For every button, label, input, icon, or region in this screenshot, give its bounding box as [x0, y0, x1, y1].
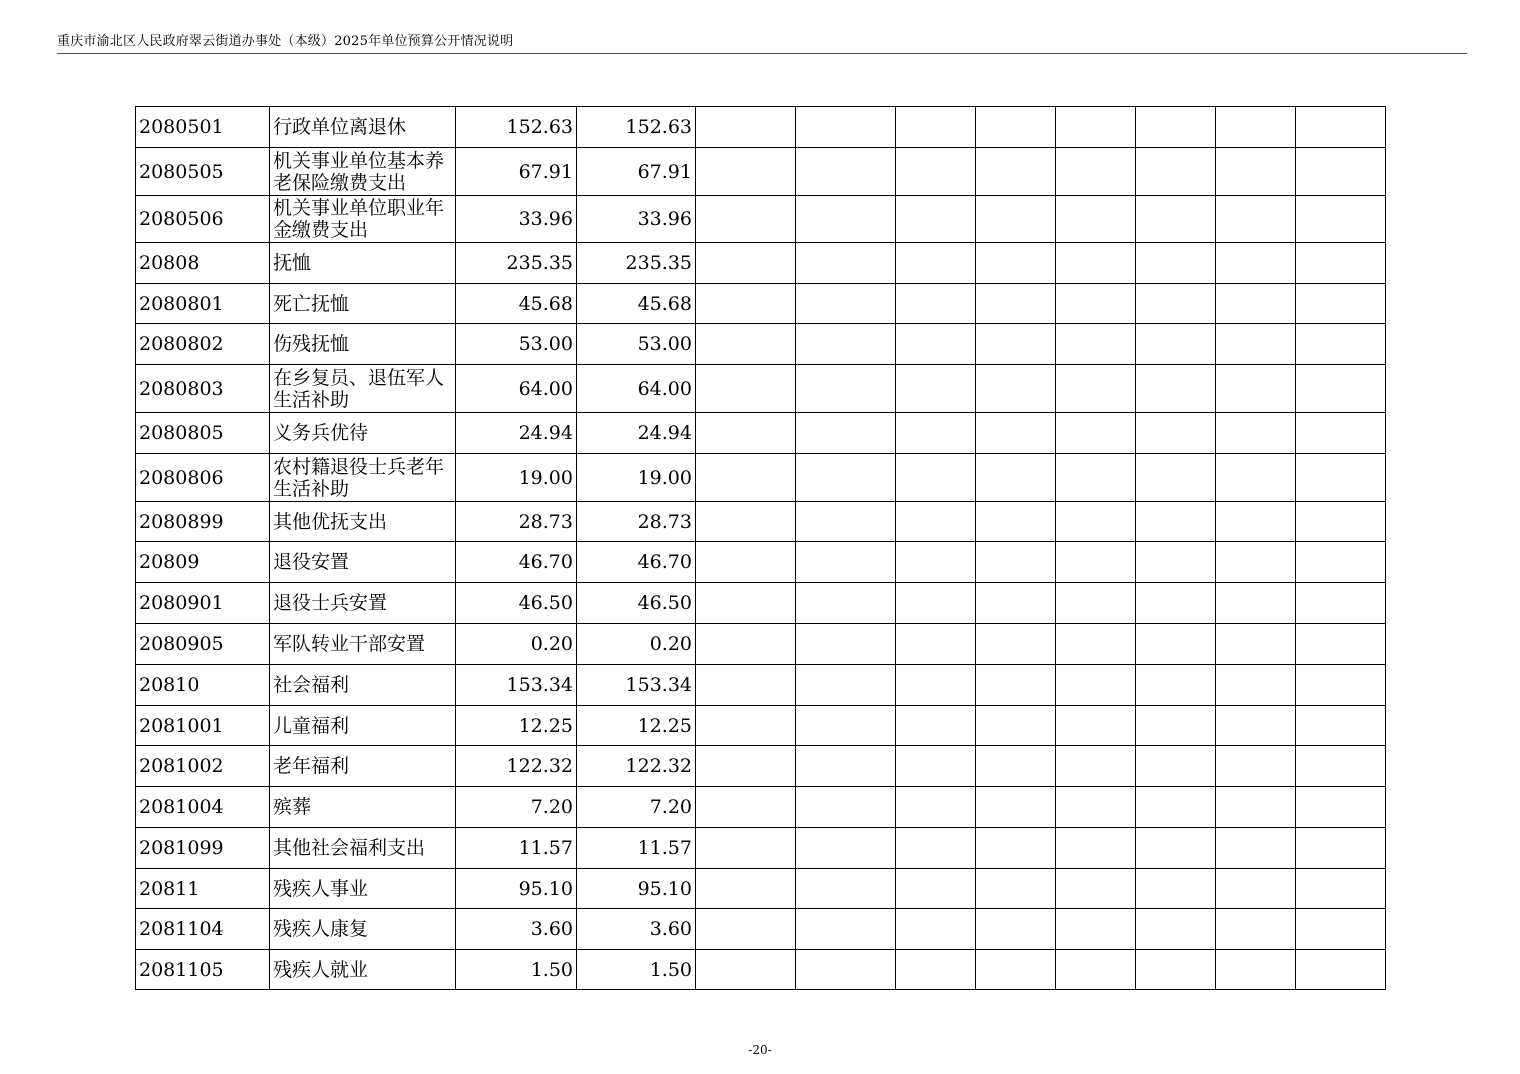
empty-cell — [976, 869, 1056, 909]
table-row — [136, 624, 1386, 665]
empty-cell — [976, 828, 1056, 869]
empty-cell — [1056, 502, 1136, 542]
empty-cell — [1136, 243, 1216, 284]
empty-cell — [796, 624, 896, 665]
empty-cell — [976, 243, 1056, 284]
subject-code-cell: 2080501 — [136, 107, 270, 148]
table-row — [136, 828, 1386, 869]
empty-cell — [1216, 787, 1296, 828]
table-row — [136, 583, 1386, 624]
subject-name-cell: 义务兵优待 — [270, 413, 456, 454]
empty-cell — [796, 284, 896, 324]
empty-cell — [896, 828, 976, 869]
subject-name-cell: 死亡抚恤 — [270, 284, 456, 324]
empty-cell — [1056, 324, 1136, 365]
empty-cell — [1056, 243, 1136, 284]
empty-cell — [696, 624, 796, 665]
empty-cell — [1296, 869, 1386, 909]
empty-cell — [796, 950, 896, 990]
empty-cell — [696, 950, 796, 990]
subject-code-cell: 20810 — [136, 665, 270, 706]
empty-cell — [1216, 950, 1296, 990]
subject-name-cell: 农村籍退役士兵老年生活补助 — [270, 454, 456, 502]
table-row — [136, 706, 1386, 746]
empty-cell — [1296, 413, 1386, 454]
empty-cell — [696, 542, 796, 583]
subject-code-cell: 2080803 — [136, 365, 270, 413]
empty-cell — [1216, 107, 1296, 148]
empty-cell — [1296, 787, 1386, 828]
table-row — [136, 502, 1386, 542]
basic-expenditure-cell: 235.35 — [577, 243, 696, 284]
empty-cell — [796, 107, 896, 148]
empty-cell — [1296, 746, 1386, 787]
empty-cell — [1136, 787, 1216, 828]
subject-name-cell: 在乡复员、退伍军人生活补助 — [270, 365, 456, 413]
empty-cell — [896, 243, 976, 284]
total-amount-cell: 235.35 — [456, 243, 577, 284]
empty-cell — [1056, 665, 1136, 706]
total-amount-cell: 46.50 — [456, 583, 577, 624]
empty-cell — [1136, 284, 1216, 324]
empty-cell — [896, 787, 976, 828]
subject-name-cell: 机关事业单位职业年金缴费支出 — [270, 196, 456, 243]
subject-code-cell: 2080905 — [136, 624, 270, 665]
total-amount-cell: 19.00 — [456, 454, 577, 502]
basic-expenditure-cell: 28.73 — [577, 502, 696, 542]
empty-cell — [1216, 243, 1296, 284]
total-amount-cell: 45.68 — [456, 284, 577, 324]
subject-code-cell: 2080801 — [136, 284, 270, 324]
empty-cell — [1216, 196, 1296, 243]
basic-expenditure-cell: 67.91 — [577, 148, 696, 196]
empty-cell — [976, 706, 1056, 746]
subject-code-cell: 2081099 — [136, 828, 270, 869]
empty-cell — [696, 454, 796, 502]
empty-cell — [696, 284, 796, 324]
basic-expenditure-cell: 0.20 — [577, 624, 696, 665]
empty-cell — [696, 706, 796, 746]
table-row — [136, 284, 1386, 324]
basic-expenditure-cell: 122.32 — [577, 746, 696, 787]
subject-code-cell: 2081004 — [136, 787, 270, 828]
table-row — [136, 454, 1386, 502]
total-amount-cell: 153.34 — [456, 665, 577, 706]
empty-cell — [696, 583, 796, 624]
basic-expenditure-cell: 11.57 — [577, 828, 696, 869]
empty-cell — [1136, 624, 1216, 665]
empty-cell — [1056, 746, 1136, 787]
empty-cell — [696, 665, 796, 706]
page-header-title: 重庆市渝北区人民政府翠云街道办事处（本级）2025年单位预算公开情况说明 — [57, 34, 514, 49]
total-amount-cell: 12.25 — [456, 706, 577, 746]
empty-cell — [1296, 196, 1386, 243]
empty-cell — [696, 324, 796, 365]
empty-cell — [896, 950, 976, 990]
basic-expenditure-cell: 1.50 — [577, 950, 696, 990]
empty-cell — [1056, 624, 1136, 665]
empty-cell — [1136, 196, 1216, 243]
empty-cell — [1296, 243, 1386, 284]
empty-cell — [796, 706, 896, 746]
empty-cell — [896, 583, 976, 624]
empty-cell — [976, 665, 1056, 706]
empty-cell — [896, 107, 976, 148]
empty-cell — [796, 365, 896, 413]
empty-cell — [1056, 909, 1136, 950]
empty-cell — [896, 365, 976, 413]
empty-cell — [696, 502, 796, 542]
total-amount-cell: 64.00 — [456, 365, 577, 413]
empty-cell — [696, 107, 796, 148]
basic-expenditure-cell: 153.34 — [577, 665, 696, 706]
total-amount-cell: 33.96 — [456, 196, 577, 243]
empty-cell — [976, 107, 1056, 148]
empty-cell — [1296, 502, 1386, 542]
empty-cell — [696, 196, 796, 243]
subject-name-cell: 伤残抚恤 — [270, 324, 456, 365]
empty-cell — [1056, 828, 1136, 869]
empty-cell — [896, 324, 976, 365]
empty-cell — [1216, 324, 1296, 365]
empty-cell — [796, 665, 896, 706]
table-row — [136, 746, 1386, 787]
empty-cell — [796, 148, 896, 196]
empty-cell — [1056, 869, 1136, 909]
empty-cell — [896, 746, 976, 787]
empty-cell — [796, 542, 896, 583]
empty-cell — [1136, 665, 1216, 706]
empty-cell — [896, 909, 976, 950]
subject-name-cell: 社会福利 — [270, 665, 456, 706]
table-row — [136, 107, 1386, 148]
empty-cell — [1136, 107, 1216, 148]
empty-cell — [796, 502, 896, 542]
empty-cell — [896, 624, 976, 665]
header-divider — [57, 53, 1467, 54]
basic-expenditure-cell: 45.68 — [577, 284, 696, 324]
subject-name-cell: 儿童福利 — [270, 706, 456, 746]
empty-cell — [796, 787, 896, 828]
empty-cell — [1056, 454, 1136, 502]
empty-cell — [1136, 542, 1216, 583]
empty-cell — [1056, 413, 1136, 454]
subject-name-cell: 军队转业干部安置 — [270, 624, 456, 665]
empty-cell — [696, 869, 796, 909]
budget-table — [135, 106, 1386, 990]
empty-cell — [796, 828, 896, 869]
subject-code-cell: 20811 — [136, 869, 270, 909]
empty-cell — [976, 454, 1056, 502]
empty-cell — [696, 365, 796, 413]
subject-name-cell: 老年福利 — [270, 746, 456, 787]
empty-cell — [1216, 148, 1296, 196]
empty-cell — [1056, 787, 1136, 828]
empty-cell — [1296, 706, 1386, 746]
empty-cell — [1056, 950, 1136, 990]
empty-cell — [796, 324, 896, 365]
empty-cell — [1056, 284, 1136, 324]
subject-code-cell: 20808 — [136, 243, 270, 284]
empty-cell — [1216, 583, 1296, 624]
empty-cell — [1136, 909, 1216, 950]
table-row — [136, 787, 1386, 828]
empty-cell — [1056, 107, 1136, 148]
empty-cell — [696, 746, 796, 787]
empty-cell — [1296, 583, 1386, 624]
empty-cell — [796, 413, 896, 454]
subject-code-cell: 2081001 — [136, 706, 270, 746]
basic-expenditure-cell: 3.60 — [577, 909, 696, 950]
subject-code-cell: 2080806 — [136, 454, 270, 502]
subject-name-cell: 退役士兵安置 — [270, 583, 456, 624]
empty-cell — [976, 413, 1056, 454]
empty-cell — [796, 583, 896, 624]
empty-cell — [1136, 148, 1216, 196]
empty-cell — [1136, 454, 1216, 502]
basic-expenditure-cell: 33.96 — [577, 196, 696, 243]
basic-expenditure-cell: 46.50 — [577, 583, 696, 624]
empty-cell — [796, 746, 896, 787]
total-amount-cell: 1.50 — [456, 950, 577, 990]
empty-cell — [976, 624, 1056, 665]
empty-cell — [976, 746, 1056, 787]
empty-cell — [976, 502, 1056, 542]
empty-cell — [896, 869, 976, 909]
table-row — [136, 909, 1386, 950]
empty-cell — [896, 502, 976, 542]
empty-cell — [1056, 196, 1136, 243]
empty-cell — [1216, 665, 1296, 706]
empty-cell — [1056, 148, 1136, 196]
empty-cell — [1136, 746, 1216, 787]
empty-cell — [1136, 502, 1216, 542]
empty-cell — [976, 365, 1056, 413]
empty-cell — [696, 413, 796, 454]
table-row — [136, 196, 1386, 243]
basic-expenditure-cell: 12.25 — [577, 706, 696, 746]
subject-code-cell: 2081002 — [136, 746, 270, 787]
subject-name-cell: 残疾人就业 — [270, 950, 456, 990]
table-row — [136, 542, 1386, 583]
empty-cell — [1216, 454, 1296, 502]
basic-expenditure-cell: 64.00 — [577, 365, 696, 413]
empty-cell — [696, 148, 796, 196]
empty-cell — [1296, 365, 1386, 413]
empty-cell — [1296, 284, 1386, 324]
total-amount-cell: 67.91 — [456, 148, 577, 196]
table-body — [136, 107, 1386, 990]
empty-cell — [1296, 454, 1386, 502]
total-amount-cell: 46.70 — [456, 542, 577, 583]
subject-name-cell: 其他社会福利支出 — [270, 828, 456, 869]
empty-cell — [896, 284, 976, 324]
empty-cell — [796, 909, 896, 950]
empty-cell — [1136, 828, 1216, 869]
empty-cell — [1216, 502, 1296, 542]
empty-cell — [976, 787, 1056, 828]
subject-name-cell: 抚恤 — [270, 243, 456, 284]
empty-cell — [796, 196, 896, 243]
empty-cell — [976, 284, 1056, 324]
subject-code-cell: 2080901 — [136, 583, 270, 624]
empty-cell — [1216, 909, 1296, 950]
empty-cell — [1296, 909, 1386, 950]
empty-cell — [976, 583, 1056, 624]
table-row — [136, 243, 1386, 284]
empty-cell — [1296, 148, 1386, 196]
subject-name-cell: 残疾人康复 — [270, 909, 456, 950]
subject-name-cell: 退役安置 — [270, 542, 456, 583]
empty-cell — [696, 243, 796, 284]
empty-cell — [796, 243, 896, 284]
subject-code-cell: 2081105 — [136, 950, 270, 990]
empty-cell — [1136, 413, 1216, 454]
subject-code-cell: 2080802 — [136, 324, 270, 365]
empty-cell — [796, 454, 896, 502]
empty-cell — [896, 665, 976, 706]
empty-cell — [1216, 624, 1296, 665]
empty-cell — [1216, 413, 1296, 454]
empty-cell — [1216, 365, 1296, 413]
empty-cell — [976, 542, 1056, 583]
subject-code-cell: 20809 — [136, 542, 270, 583]
empty-cell — [1056, 365, 1136, 413]
empty-cell — [1136, 950, 1216, 990]
empty-cell — [976, 950, 1056, 990]
empty-cell — [1056, 542, 1136, 583]
table-row — [136, 365, 1386, 413]
empty-cell — [1296, 324, 1386, 365]
total-amount-cell: 7.20 — [456, 787, 577, 828]
empty-cell — [976, 148, 1056, 196]
empty-cell — [1296, 828, 1386, 869]
empty-cell — [1136, 706, 1216, 746]
subject-code-cell: 2080506 — [136, 196, 270, 243]
total-amount-cell: 24.94 — [456, 413, 577, 454]
basic-expenditure-cell: 152.63 — [577, 107, 696, 148]
empty-cell — [1296, 665, 1386, 706]
empty-cell — [696, 787, 796, 828]
table-row — [136, 324, 1386, 365]
empty-cell — [1296, 624, 1386, 665]
empty-cell — [1216, 706, 1296, 746]
empty-cell — [1296, 950, 1386, 990]
basic-expenditure-cell: 24.94 — [577, 413, 696, 454]
total-amount-cell: 95.10 — [456, 869, 577, 909]
empty-cell — [1216, 869, 1296, 909]
empty-cell — [1056, 706, 1136, 746]
page-number: -20- — [748, 1043, 772, 1057]
empty-cell — [896, 413, 976, 454]
subject-name-cell: 残疾人事业 — [270, 869, 456, 909]
table-row — [136, 869, 1386, 909]
empty-cell — [1216, 828, 1296, 869]
table-row — [136, 665, 1386, 706]
total-amount-cell: 0.20 — [456, 624, 577, 665]
subject-name-cell: 行政单位离退休 — [270, 107, 456, 148]
basic-expenditure-cell: 46.70 — [577, 542, 696, 583]
table-row — [136, 413, 1386, 454]
basic-expenditure-cell: 19.00 — [577, 454, 696, 502]
empty-cell — [696, 828, 796, 869]
empty-cell — [896, 454, 976, 502]
subject-code-cell: 2080505 — [136, 148, 270, 196]
subject-name-cell: 机关事业单位基本养老保险缴费支出 — [270, 148, 456, 196]
empty-cell — [896, 542, 976, 583]
total-amount-cell: 152.63 — [456, 107, 577, 148]
subject-code-cell: 2080805 — [136, 413, 270, 454]
empty-cell — [1136, 869, 1216, 909]
empty-cell — [1296, 107, 1386, 148]
empty-cell — [696, 909, 796, 950]
empty-cell — [976, 196, 1056, 243]
empty-cell — [976, 324, 1056, 365]
total-amount-cell: 28.73 — [456, 502, 577, 542]
subject-name-cell: 其他优抚支出 — [270, 502, 456, 542]
empty-cell — [1136, 583, 1216, 624]
empty-cell — [896, 196, 976, 243]
empty-cell — [1216, 746, 1296, 787]
empty-cell — [1216, 284, 1296, 324]
table-row — [136, 950, 1386, 990]
subject-name-cell: 殡葬 — [270, 787, 456, 828]
empty-cell — [1136, 365, 1216, 413]
subject-code-cell: 2081104 — [136, 909, 270, 950]
empty-cell — [796, 869, 896, 909]
subject-code-cell: 2080899 — [136, 502, 270, 542]
table-row — [136, 148, 1386, 196]
total-amount-cell: 122.32 — [456, 746, 577, 787]
total-amount-cell: 11.57 — [456, 828, 577, 869]
total-amount-cell: 53.00 — [456, 324, 577, 365]
basic-expenditure-cell: 7.20 — [577, 787, 696, 828]
basic-expenditure-cell: 53.00 — [577, 324, 696, 365]
empty-cell — [896, 706, 976, 746]
empty-cell — [976, 909, 1056, 950]
empty-cell — [1216, 542, 1296, 583]
basic-expenditure-cell: 95.10 — [577, 869, 696, 909]
empty-cell — [1056, 583, 1136, 624]
empty-cell — [1296, 542, 1386, 583]
empty-cell — [896, 148, 976, 196]
empty-cell — [1136, 324, 1216, 365]
total-amount-cell: 3.60 — [456, 909, 577, 950]
